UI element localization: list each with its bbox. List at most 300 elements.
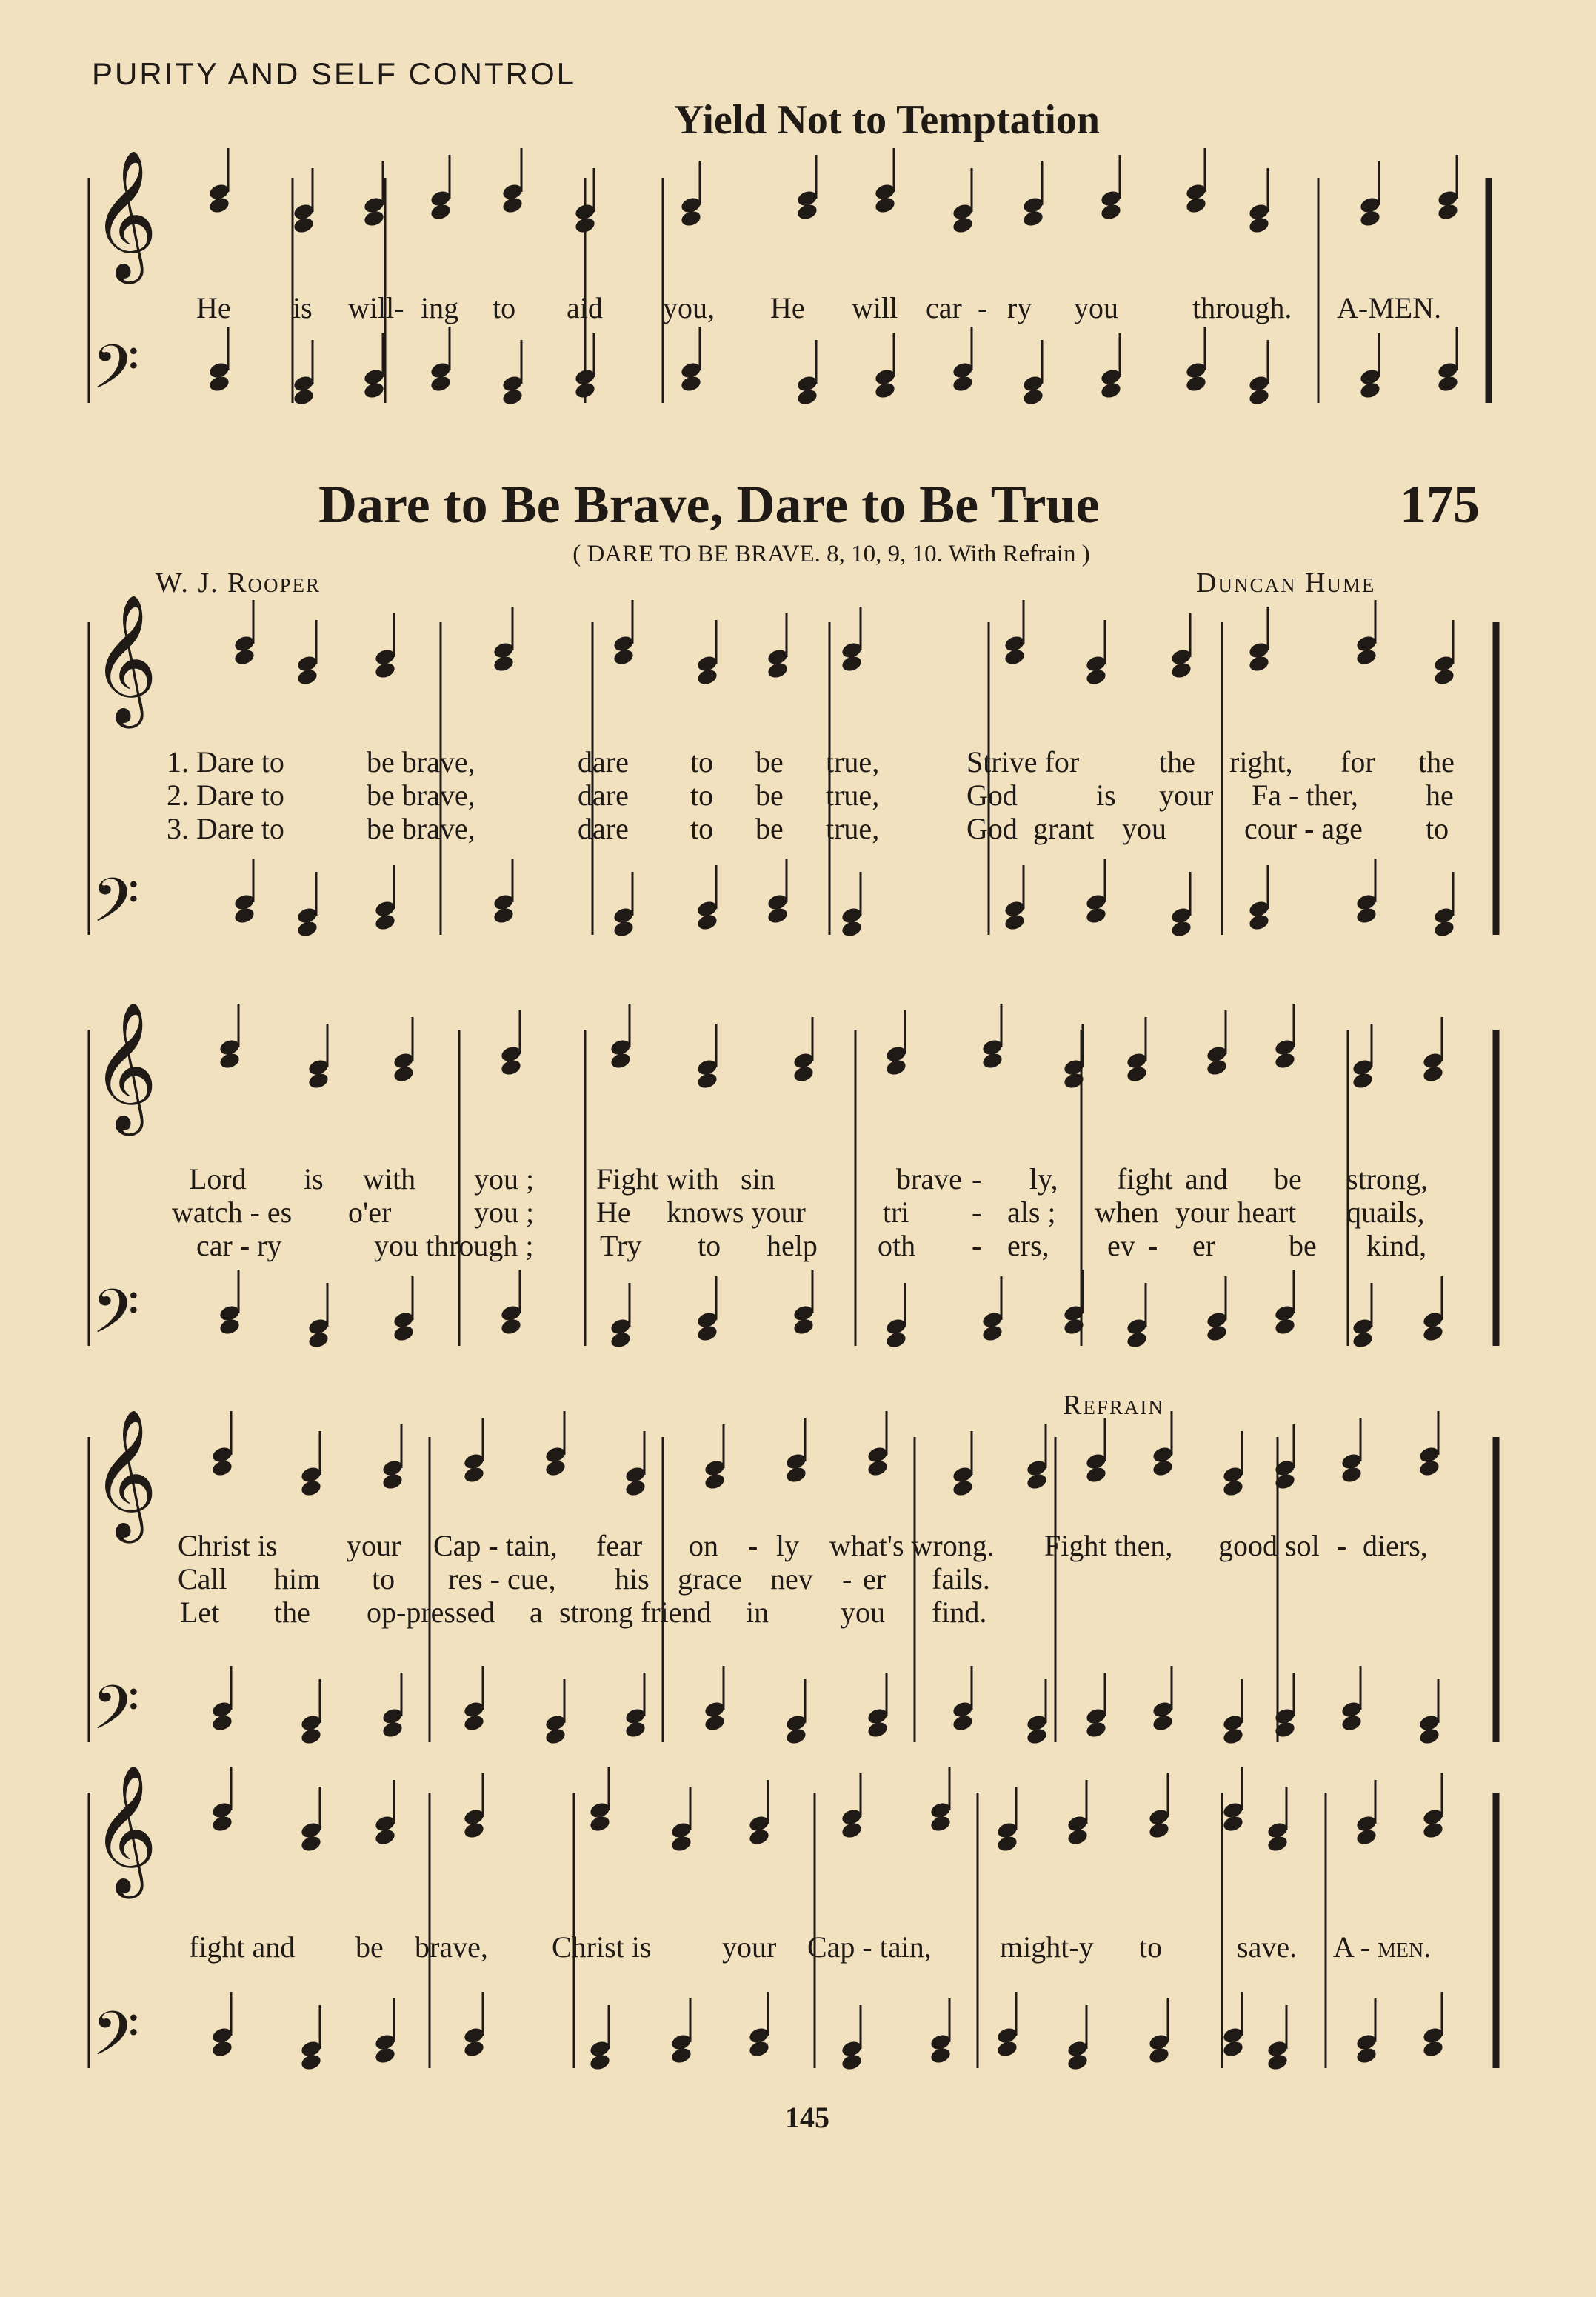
lyric: tri xyxy=(883,1196,909,1229)
prev-hymn-title: Yield Not to Temptation xyxy=(673,97,1101,143)
notehead xyxy=(612,647,635,667)
lyric: - xyxy=(972,1162,982,1196)
notehead xyxy=(211,2039,234,2058)
lyric: your xyxy=(722,1930,777,1964)
lyric: be brave, xyxy=(367,812,475,845)
lyric: his xyxy=(615,1562,650,1596)
hymn-title: Dare to Be Brave, Dare to Be True xyxy=(318,475,1100,534)
lyric: He xyxy=(196,291,231,324)
treble-clef-icon: 𝄞 xyxy=(92,1764,158,1893)
lyric: grace xyxy=(678,1562,742,1596)
lyric: dare xyxy=(578,812,629,845)
notehead xyxy=(381,1472,404,1491)
notehead xyxy=(501,196,524,215)
lyric: car - ry xyxy=(196,1229,282,1262)
system4-verse1 xyxy=(0,1930,1596,1964)
notehead xyxy=(1248,913,1271,932)
bass-clef-icon: 𝄢 xyxy=(92,331,140,418)
notehead xyxy=(363,209,386,228)
lyric: the xyxy=(1418,745,1455,779)
notehead xyxy=(696,667,719,687)
notehead xyxy=(574,216,597,235)
notehead xyxy=(211,1713,234,1733)
lyric: He xyxy=(596,1196,631,1229)
notehead xyxy=(704,1713,727,1733)
notehead xyxy=(981,1324,1004,1343)
notehead xyxy=(696,913,719,932)
lyric: you xyxy=(1122,812,1166,845)
notehead xyxy=(374,2046,397,2065)
lyric: strong friend xyxy=(559,1596,712,1629)
lyric: fails. xyxy=(932,1562,990,1596)
treble-clef-icon: 𝄞 xyxy=(92,150,158,279)
notehead xyxy=(463,1821,486,1840)
lyric: will- xyxy=(348,291,404,324)
notehead xyxy=(996,2039,1019,2058)
lyric: you ; xyxy=(474,1162,535,1196)
lyric: Call xyxy=(178,1562,227,1596)
lyric: your xyxy=(347,1529,401,1562)
notehead xyxy=(1355,2046,1378,2065)
lyric: als ; xyxy=(1007,1196,1056,1229)
notehead xyxy=(867,1720,889,1739)
system2-verse2 xyxy=(0,1195,1596,1229)
notehead xyxy=(704,1472,727,1491)
lyric: 2. Dare to xyxy=(167,779,284,812)
notehead xyxy=(929,2046,952,2065)
notehead xyxy=(696,1071,719,1090)
notehead xyxy=(841,654,864,673)
lyric: and xyxy=(1185,1162,1228,1196)
notehead xyxy=(1022,387,1045,407)
refrain-label: Refrain xyxy=(1063,1390,1164,1421)
lyric: be brave, xyxy=(367,779,475,812)
notehead xyxy=(1248,654,1271,673)
notehead xyxy=(767,661,789,680)
lyric: Lord xyxy=(189,1162,247,1196)
lyric: - xyxy=(748,1529,758,1562)
lyric: the xyxy=(1159,745,1195,779)
notehead xyxy=(1185,196,1208,215)
notehead xyxy=(544,1458,567,1478)
lyric: be brave, xyxy=(367,745,475,779)
notehead xyxy=(1359,209,1382,228)
system3-verse1 xyxy=(0,1528,1596,1562)
notehead xyxy=(374,913,397,932)
notehead xyxy=(1026,1727,1049,1746)
notehead xyxy=(874,196,897,215)
notehead xyxy=(493,654,515,673)
lyric: Fight with xyxy=(596,1162,719,1196)
notehead xyxy=(1185,374,1208,393)
notehead xyxy=(1418,1727,1441,1746)
notehead xyxy=(1026,1472,1049,1491)
lyric: er xyxy=(1192,1229,1216,1262)
lyric: Christ is xyxy=(178,1529,278,1562)
lyric: you ; xyxy=(474,1196,535,1229)
notehead xyxy=(381,1720,404,1739)
notehead xyxy=(680,209,703,228)
lyric: cour - age xyxy=(1244,812,1363,845)
lyric: 1. Dare to xyxy=(167,745,284,779)
notehead xyxy=(208,196,231,215)
system2-verse1 xyxy=(0,1161,1596,1196)
lyric: dare xyxy=(578,745,629,779)
lyric: might-y xyxy=(1000,1930,1094,1964)
notehead xyxy=(589,2053,612,2072)
notehead xyxy=(610,1330,632,1350)
notehead xyxy=(1100,381,1123,400)
notehead xyxy=(841,919,864,939)
notehead xyxy=(430,374,453,393)
notehead xyxy=(218,1051,241,1070)
lyric: ev xyxy=(1107,1229,1135,1262)
lyric: - xyxy=(972,1196,982,1229)
notehead xyxy=(1355,1827,1378,1847)
lyric: will xyxy=(852,291,898,324)
lyric: be xyxy=(755,745,784,779)
lyric: fight and xyxy=(189,1930,296,1964)
lyric: when xyxy=(1095,1196,1159,1229)
treble-clef-icon: 𝄞 xyxy=(92,1001,158,1130)
lyric: for xyxy=(1340,745,1375,779)
notehead xyxy=(670,2046,693,2065)
lyric: true, xyxy=(826,779,880,812)
lyric: you xyxy=(1074,291,1118,324)
notehead xyxy=(952,1478,975,1498)
lyric: - xyxy=(1148,1229,1158,1262)
lyric: grant xyxy=(1033,812,1095,845)
section-title: PURITY AND SELF CONTROL xyxy=(92,56,577,91)
notehead xyxy=(624,1720,647,1739)
lyric: Fa - ther, xyxy=(1252,779,1358,812)
notehead xyxy=(1437,202,1460,221)
lyric: quails, xyxy=(1346,1196,1425,1229)
system2-verse3 xyxy=(0,1228,1596,1262)
notehead xyxy=(393,1324,415,1343)
lyric: aid xyxy=(567,291,603,324)
lyric: what's wrong. xyxy=(829,1529,995,1562)
lyric: your heart xyxy=(1175,1196,1297,1229)
notehead xyxy=(1359,381,1382,400)
notehead xyxy=(1422,1324,1445,1343)
notehead xyxy=(1437,374,1460,393)
notehead xyxy=(1085,1720,1108,1739)
notehead xyxy=(1085,1465,1108,1484)
lyric: brave xyxy=(896,1162,962,1196)
notehead xyxy=(296,667,319,687)
notehead xyxy=(500,1317,523,1336)
notehead xyxy=(300,1834,323,1853)
lyric: is xyxy=(1096,779,1116,812)
notehead xyxy=(300,1727,323,1746)
lyric: God xyxy=(966,812,1018,845)
notehead xyxy=(1022,209,1045,228)
notehead xyxy=(1085,667,1108,687)
notehead xyxy=(1274,1051,1297,1070)
author: W. J. Rooper xyxy=(156,567,321,599)
lyric: Try xyxy=(600,1229,642,1262)
notehead xyxy=(589,1814,612,1833)
lyric: 3. Dare to xyxy=(167,812,284,845)
lyric: - xyxy=(978,291,988,324)
lyric: res - cue, xyxy=(448,1562,556,1596)
notehead xyxy=(1066,2053,1089,2072)
bass-clef-icon: 𝄢 xyxy=(92,1276,140,1362)
lyric: kind, xyxy=(1366,1229,1427,1262)
lyric: brave, xyxy=(415,1930,488,1964)
notehead xyxy=(374,1827,397,1847)
notehead xyxy=(748,1827,771,1847)
lyric: on xyxy=(689,1529,718,1562)
lyric: strong, xyxy=(1346,1162,1428,1196)
lyric: Let xyxy=(180,1596,220,1629)
notehead xyxy=(1206,1058,1229,1077)
notehead xyxy=(841,1821,864,1840)
lyric: Cap - tain, xyxy=(433,1529,558,1562)
lyric: er xyxy=(863,1562,887,1596)
lyric: nev xyxy=(770,1562,813,1596)
lyric: op-pressed xyxy=(367,1596,495,1629)
notehead xyxy=(885,1058,908,1077)
lyric: dare xyxy=(578,779,629,812)
notehead xyxy=(1085,906,1108,925)
prev-hymn-lyrics xyxy=(0,290,1596,324)
notehead xyxy=(296,919,319,939)
lyric: Fight then, xyxy=(1044,1529,1173,1562)
notehead xyxy=(952,374,975,393)
notehead xyxy=(211,1458,234,1478)
notehead xyxy=(500,1058,523,1077)
lyric: ly xyxy=(776,1529,800,1562)
notehead xyxy=(300,1478,323,1498)
notehead xyxy=(1152,1458,1175,1478)
system3-verse3 xyxy=(0,1595,1596,1629)
lyric: ly, xyxy=(1029,1162,1058,1196)
lyric: to xyxy=(372,1562,395,1596)
notehead xyxy=(1248,387,1271,407)
lyric: he xyxy=(1426,779,1454,812)
lyric: the xyxy=(274,1596,310,1629)
notehead xyxy=(1340,1465,1363,1484)
lyric: to xyxy=(1426,812,1449,845)
notehead xyxy=(393,1064,415,1084)
notehead xyxy=(501,387,524,407)
lyric: A-MEN. xyxy=(1337,291,1442,324)
lyric: to xyxy=(1139,1930,1163,1964)
notehead xyxy=(796,202,819,221)
lyric: diers, xyxy=(1363,1529,1428,1562)
notehead xyxy=(574,381,597,400)
notehead xyxy=(1422,1821,1445,1840)
notehead xyxy=(610,1051,632,1070)
lyric: ers, xyxy=(1007,1229,1049,1262)
notehead xyxy=(1148,1821,1171,1840)
notehead xyxy=(792,1317,815,1336)
system4-treble-staff xyxy=(89,1793,1496,1846)
lyric: you, xyxy=(663,291,715,324)
lyric: Strive for xyxy=(966,745,1080,779)
notehead xyxy=(208,374,231,393)
amen: A - men. xyxy=(1333,1930,1432,1964)
lyric: be xyxy=(1274,1162,1302,1196)
lyric: ing xyxy=(421,291,459,324)
lyric: true, xyxy=(826,812,880,845)
lyric: - xyxy=(972,1229,982,1262)
notehead xyxy=(785,1465,808,1484)
notehead xyxy=(293,216,315,235)
notehead xyxy=(612,919,635,939)
notehead xyxy=(624,1478,647,1498)
notehead xyxy=(293,387,315,407)
hymn-number: 175 xyxy=(1400,475,1480,534)
lyric: - xyxy=(1337,1529,1347,1562)
notehead xyxy=(1004,647,1026,667)
notehead xyxy=(1355,906,1378,925)
lyric: to xyxy=(690,779,714,812)
notehead xyxy=(1352,1330,1375,1350)
lyric: to xyxy=(690,745,714,779)
notehead xyxy=(670,1834,693,1853)
notehead xyxy=(307,1071,330,1090)
notehead xyxy=(1422,2039,1445,2058)
system3-verse2 xyxy=(0,1561,1596,1596)
notehead xyxy=(493,906,515,925)
notehead xyxy=(1222,1727,1245,1746)
notehead xyxy=(1266,2053,1289,2072)
bass-clef-icon: 𝄢 xyxy=(92,1998,140,2084)
lyric: him xyxy=(274,1562,321,1596)
notehead xyxy=(1248,216,1271,235)
notehead xyxy=(1266,1834,1289,1853)
lyric: be xyxy=(755,812,784,845)
lyric: oth xyxy=(878,1229,916,1262)
notehead xyxy=(300,2053,323,2072)
notehead xyxy=(1152,1713,1175,1733)
system1-verse2 xyxy=(0,778,1596,812)
notehead xyxy=(696,1324,719,1343)
notehead xyxy=(952,1713,975,1733)
notehead xyxy=(363,381,386,400)
lyric: in xyxy=(746,1596,769,1629)
lyric: be xyxy=(355,1930,384,1964)
notehead xyxy=(1355,647,1378,667)
notehead xyxy=(1126,1330,1149,1350)
notehead xyxy=(767,906,789,925)
notehead xyxy=(952,216,975,235)
lyric: true, xyxy=(826,745,880,779)
lyric: is xyxy=(293,291,313,324)
lyric: a xyxy=(530,1596,543,1629)
lyric: good sol xyxy=(1218,1529,1320,1562)
notehead xyxy=(1433,919,1456,939)
notehead xyxy=(211,1814,234,1833)
system1-verse1 xyxy=(0,744,1596,779)
notehead xyxy=(1206,1324,1229,1343)
lyric: fight xyxy=(1117,1162,1173,1196)
notehead xyxy=(885,1330,908,1350)
notehead xyxy=(867,1458,889,1478)
lyric: Christ is xyxy=(552,1930,652,1964)
lyric: to xyxy=(690,812,714,845)
notehead xyxy=(1418,1458,1441,1478)
notehead xyxy=(680,374,703,393)
notehead xyxy=(981,1051,1004,1070)
notehead xyxy=(544,1727,567,1746)
notehead xyxy=(874,381,897,400)
lyric: - xyxy=(842,1562,852,1596)
notehead xyxy=(1222,2039,1245,2058)
lyric: you xyxy=(841,1596,885,1629)
notehead xyxy=(1274,1317,1297,1336)
lyric: save. xyxy=(1237,1930,1298,1964)
lyric: He xyxy=(770,291,805,324)
notehead xyxy=(1126,1064,1149,1084)
lyric: find. xyxy=(932,1596,987,1629)
notehead xyxy=(463,2039,486,2058)
lyric: to xyxy=(493,291,516,324)
notehead xyxy=(841,2053,864,2072)
notehead xyxy=(748,2039,771,2058)
lyric: knows your xyxy=(667,1196,806,1229)
notehead xyxy=(1222,1814,1245,1833)
lyric: o'er xyxy=(348,1196,392,1229)
notehead xyxy=(463,1465,486,1484)
lyric: sin xyxy=(741,1162,775,1196)
notehead xyxy=(233,906,256,925)
notehead xyxy=(1148,2046,1171,2065)
notehead xyxy=(430,202,453,221)
lyric: your xyxy=(1159,779,1214,812)
lyric: watch - es xyxy=(172,1196,293,1229)
notehead xyxy=(463,1713,486,1733)
lyric: with xyxy=(363,1162,416,1196)
notehead xyxy=(1004,913,1026,932)
bass-clef-icon: 𝄢 xyxy=(92,1672,140,1758)
lyric: Cap - tain, xyxy=(807,1930,932,1964)
notehead xyxy=(929,1814,952,1833)
lyric: fear xyxy=(596,1529,643,1562)
notehead xyxy=(785,1727,808,1746)
page-number: 145 xyxy=(785,2101,829,2134)
notehead xyxy=(1170,919,1193,939)
treble-clef-icon: 𝄞 xyxy=(92,1409,158,1538)
treble-clef-icon: 𝄞 xyxy=(92,594,158,723)
notehead xyxy=(1422,1064,1445,1084)
bass-clef-icon: 𝄢 xyxy=(92,864,140,951)
notehead xyxy=(218,1317,241,1336)
lyric: you through ; xyxy=(374,1229,534,1262)
lyric: to xyxy=(698,1229,721,1262)
notehead xyxy=(1433,667,1456,687)
lyric: ry xyxy=(1007,291,1032,324)
notehead xyxy=(374,661,397,680)
lyric: God xyxy=(966,779,1018,812)
lyric: help xyxy=(767,1229,818,1262)
lyric: be xyxy=(755,779,784,812)
notehead xyxy=(1340,1713,1363,1733)
lyric: is xyxy=(304,1162,324,1196)
notehead xyxy=(307,1330,330,1350)
notehead xyxy=(792,1064,815,1084)
lyric: right, xyxy=(1229,745,1293,779)
notehead xyxy=(233,647,256,667)
notehead xyxy=(1100,202,1123,221)
lyric: car xyxy=(926,291,962,324)
notehead xyxy=(1066,1827,1089,1847)
notehead xyxy=(996,1834,1019,1853)
notehead xyxy=(1352,1071,1375,1090)
